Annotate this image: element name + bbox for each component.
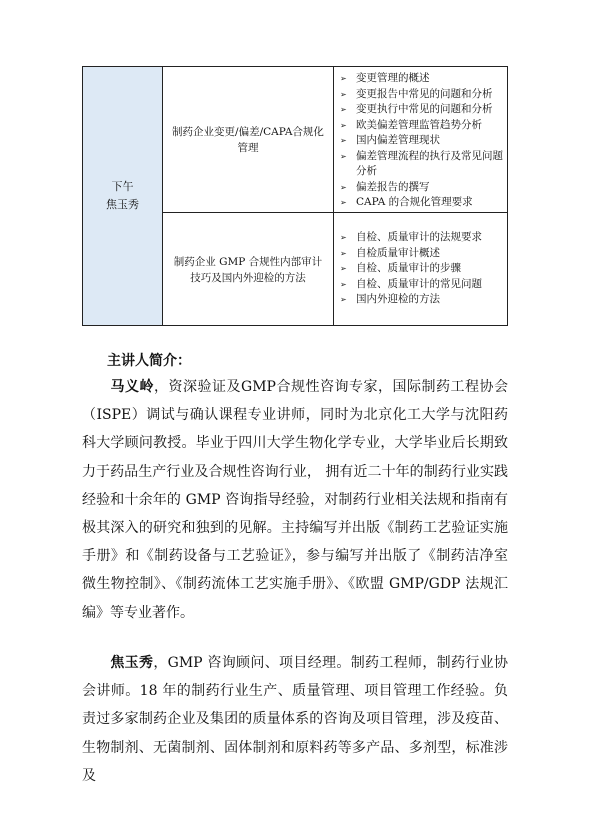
section-heading: 主讲人简介： [107, 353, 191, 369]
arrow-bullet-icon: ➢ [340, 295, 347, 304]
arrow-bullet-icon: ➢ [340, 279, 347, 289]
list-item: ➢ 自检、质量审计的步骤 [334, 261, 508, 277]
session-time: 下午 [111, 180, 134, 193]
points-cell [334, 67, 508, 213]
list-item: ➢ 变更报告中常见的问题和分析 [334, 87, 508, 103]
topic-title: 制药企业变更/偏差/CAPA合规化管理 [172, 125, 324, 154]
list-item: ➢ 自检、质量审计的法规要求 [334, 230, 508, 246]
list-item: ➢ 变更执行中常见的问题和分析 [334, 102, 508, 118]
list-item: ➢ 变更管理的概述 [334, 71, 508, 87]
points-cell [334, 213, 508, 326]
speaker-bio-text: ，资深验证及GMP合规性咨询专家，国际制药工程协会（ISPE）调试与确认课程专业讲师，同时为北京化工大学与沈阳药科大学顾问教授。毕业于四川大学生物化学专业，大学毕业后长期致力于药品生产行业及合规性咨询行业， 拥有近二十年的制药行业实践经验和十余年的 GMP 咨询指导经验，对制药行业相关法规和指南有极其深入的研究和独到的见解。主持编写并出版《制药工艺验证实施手册》和《制药设备与工艺验证》，参与编写并出版了《制药洁净室微生物控制》、《制药流体工艺实施手册》、《欧盟 GMP/GDP 法规汇编》等专业著作。 [82, 379, 509, 621]
speaker-name: 焦玉秀 [110, 655, 154, 671]
list-item: ➢ 自检质量审计概述 [334, 246, 508, 262]
arrow-bullet-icon: ➢ [340, 248, 347, 258]
list-item: ➢ 偏差管理流程的执行及常见问题分析 [340, 149, 503, 177]
arrow-bullet-icon: ➢ [340, 182, 347, 192]
session-cell [83, 67, 163, 325]
arrow-bullet-icon: ➢ [340, 136, 347, 145]
arrow-bullet-icon: ➢ [340, 151, 347, 161]
arrow-bullet-icon: ➢ [340, 198, 347, 207]
arrow-bullet-icon: ➢ [340, 105, 347, 114]
schedule-table [82, 66, 508, 326]
arrow-bullet-icon: ➢ [340, 89, 347, 99]
speaker-name: 马义岭 [110, 379, 155, 395]
list-item: ➢ 自检、质量审计的常见问题 [334, 277, 508, 293]
points-list [334, 71, 508, 211]
speaker-bio [82, 373, 508, 627]
arrow-bullet-icon: ➢ [340, 74, 347, 83]
list-item: ➢ CAPA 的合规化管理要求 [334, 195, 508, 211]
list-item: ➢ 国内外迎检的方法 [334, 292, 508, 308]
topic-title: 制药企业 GMP 合规性内部审计技巧及国内外迎检的方法 [173, 255, 323, 284]
list-item: ➢ 偏差报告的撰写 [334, 180, 508, 196]
speaker-bio [82, 649, 508, 790]
topic-cell [163, 67, 334, 213]
arrow-bullet-icon: ➢ [340, 233, 347, 242]
list-item: ➢ 欧美偏差管理监管趋势分析 [334, 118, 508, 134]
topic-cell [163, 213, 334, 326]
points-list [334, 230, 508, 308]
list-item: ➢ 国内偏差管理现状 [334, 133, 508, 149]
arrow-bullet-icon: ➢ [340, 120, 347, 130]
session-speaker: 焦玉秀 [106, 198, 139, 211]
speaker-bio-text: ，GMP 咨询顾问、项目经理。制药工程师，制药行业协会讲师。18 年的制药行业生产、质量管理、项目管理工作经验。负责过多家制药企业及集团的质量体系的咨询及项目管理，涉及疫苗、生物制剂、无菌制剂、固体制剂和原料药等多产品、多剂型，标准涉及 [82, 655, 509, 784]
arrow-bullet-icon: ➢ [340, 264, 347, 273]
